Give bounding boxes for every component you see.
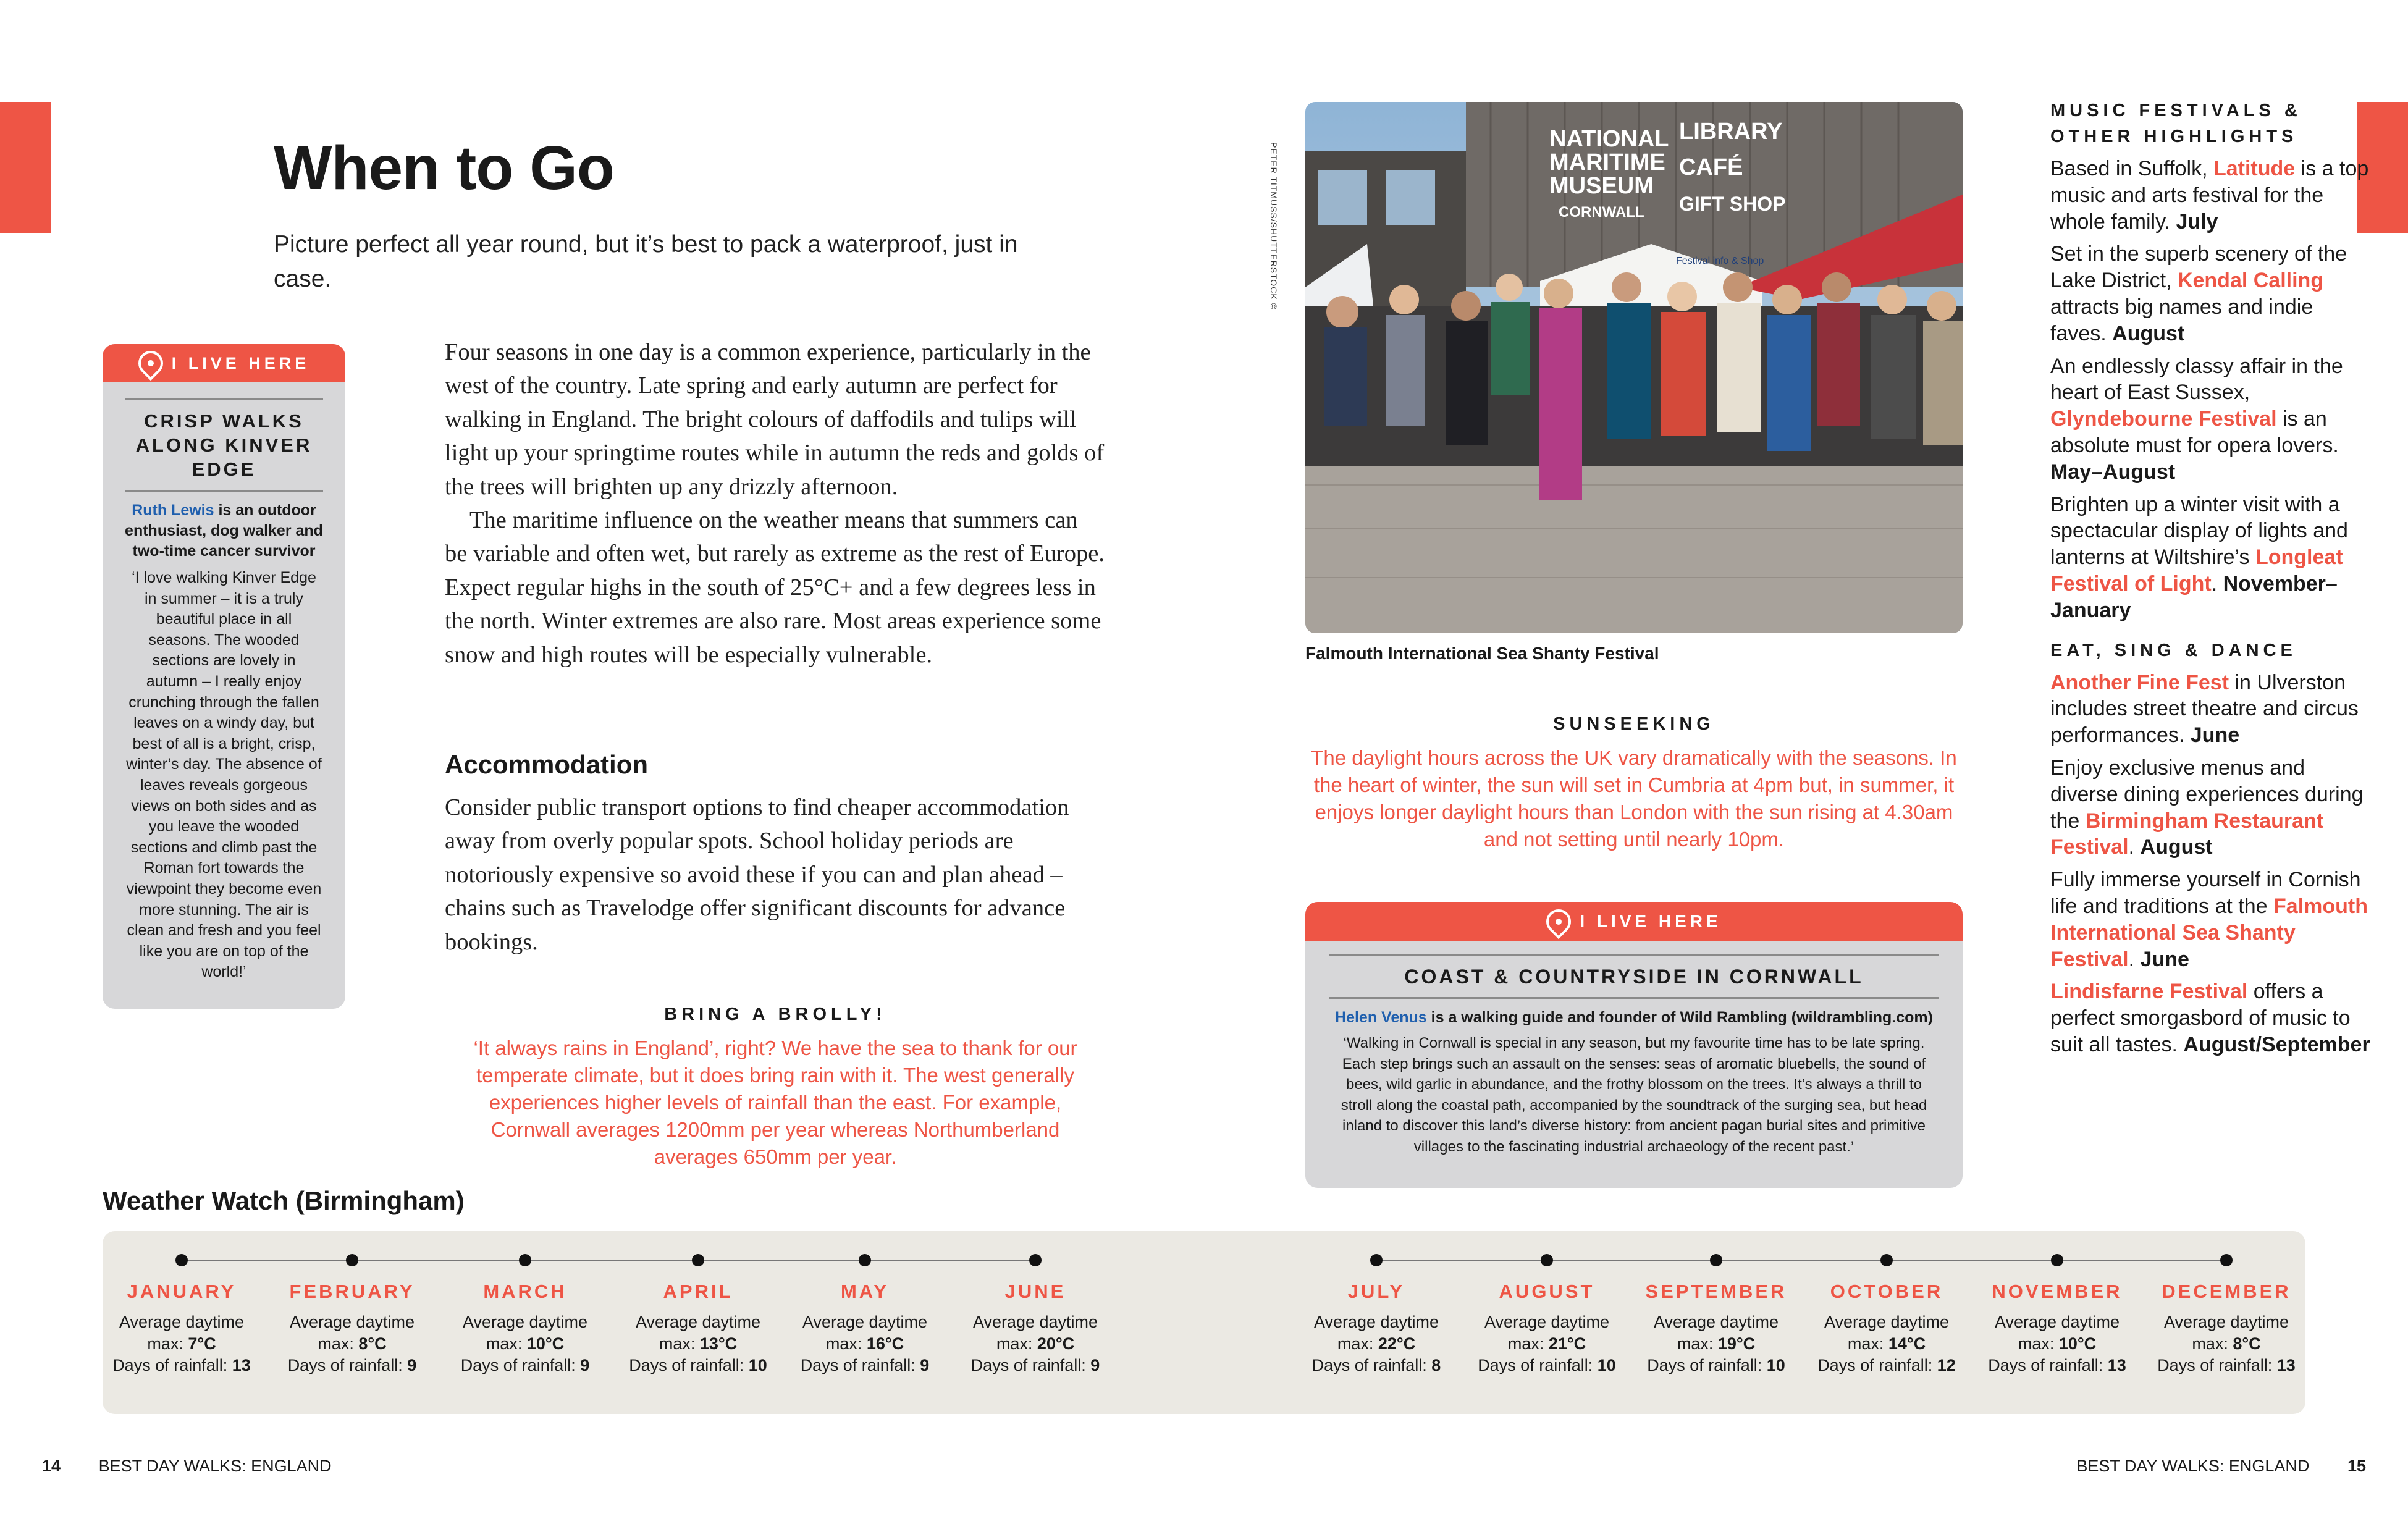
live-here-header <box>1305 902 1963 941</box>
max-temp: 16°C <box>866 1334 904 1353</box>
footer-title: BEST DAY WALKS: ENGLAND <box>98 1457 332 1475</box>
month-stats: Average daytime max: 21°C Days of rainfall: 10 <box>1478 1313 1616 1374</box>
rain-days: 12 <box>1937 1356 1956 1374</box>
accommodation-heading: Accommodation <box>445 750 649 779</box>
weather-month <box>1636 1281 1796 1376</box>
month-name: OCTOBER <box>1830 1281 1943 1302</box>
month-name: APRIL <box>663 1281 733 1302</box>
month-name: MARCH <box>483 1281 567 1302</box>
weather-month <box>1296 1281 1457 1376</box>
rain-days: 9 <box>407 1356 417 1374</box>
festival-when: July <box>2176 209 2218 234</box>
sign-text: GIFT SHOP <box>1679 193 1786 215</box>
photo-caption: Falmouth International Sea Shanty Festival <box>1305 644 1659 663</box>
sign-text: CAFÉ <box>1679 154 1743 180</box>
weather-month <box>785 1281 945 1376</box>
month-name: AUGUST <box>1499 1281 1595 1302</box>
max-temp: 8°C <box>2233 1334 2261 1353</box>
month-stats: Average daytime max: 19°C Days of rainfall: 10 <box>1647 1313 1785 1374</box>
festival-when: November–January <box>2050 571 2338 622</box>
month-stats: Average daytime max: 7°C Days of rainfall: 13 <box>112 1313 251 1374</box>
rain-days: 10 <box>748 1356 767 1374</box>
rain-days: 9 <box>580 1356 590 1374</box>
location-pin-icon <box>133 346 168 381</box>
max-temp: 8°C <box>358 1334 387 1353</box>
month-stats: Average daytime max: 10°C Days of rainfall: 13 <box>1988 1313 2126 1374</box>
callout-text: The daylight hours across the UK vary dramatically with the seasons. In the heart of winter, the sun will set in Cumbria at 4pm but, in summer, it enjoys longer daylight hours than London with the sun rising at 4.30am and not setting until nearly 10pm. <box>1311 746 1957 851</box>
sign-text: CORNWALL <box>1559 204 1644 221</box>
festival-name: Latitude <box>2213 157 2296 180</box>
month-stats: Average daytime max: 13°C Days of rainfall: 10 <box>629 1313 767 1374</box>
weather-month <box>1977 1281 2137 1376</box>
festival-when: May–August <box>2050 460 2176 484</box>
author-bio <box>125 500 323 562</box>
festival-when: June <box>2190 723 2240 747</box>
footer-left <box>42 1457 332 1476</box>
sign-text: MARITIME <box>1549 149 1665 175</box>
card-title: CRISP WALKS ALONG KINVER EDGE <box>135 410 313 480</box>
timeline-dot <box>1880 1254 1893 1266</box>
footer-title: BEST DAY WALKS: ENGLAND <box>2076 1457 2310 1475</box>
festival-name: Lindisfarne Festival <box>2050 980 2248 1004</box>
festival-when: August/September <box>2183 1032 2370 1056</box>
timeline-dot <box>2051 1254 2063 1266</box>
section-heading: MUSIC FESTIVALS & OTHER HIGHLIGHTS <box>2050 101 2302 146</box>
max-temp: 14°C <box>1888 1334 1926 1353</box>
month-stats: Average daytime max: 22°C Days of rainfall: 8 <box>1311 1313 1441 1374</box>
paragraph: The maritime influence on the weather means that summers can be variable and often wet, but rarely as extreme as the rest of Europe. Expect regular highs in the south of 25°C+ and a few degrees less in the north. Winter extremes are also rare. Most areas experience some snow and high routes will be especially vulnerable. <box>445 507 1105 668</box>
accommodation-text: Consider public transport options to find cheaper accommodation away from overly popular spots. School holiday periods are notoriously expensive so avoid these if you can and plan ahead – chains such as Travelodge offer significant discounts for advance bookings. <box>445 794 1069 955</box>
festival-photo <box>1305 102 1963 633</box>
rain-days: 13 <box>232 1356 251 1374</box>
timeline-dot <box>1541 1254 1553 1266</box>
festival-name: Kendal Calling <box>2177 269 2324 293</box>
month-name: MAY <box>840 1281 890 1302</box>
location-pin-icon <box>1541 904 1577 940</box>
divider <box>1329 997 1939 999</box>
month-name: JUNE <box>1004 1281 1066 1302</box>
photo-credit: PETER TITMUSS/SHUTTERSTOCK © <box>1269 142 1279 310</box>
sign-text: MUSEUM <box>1549 173 1654 199</box>
month-name: SEPTEMBER <box>1645 1281 1787 1302</box>
callout-heading: BRING A BROLLY! <box>664 1004 886 1024</box>
weather-month <box>2146 1281 2307 1376</box>
intro-text <box>445 335 1106 671</box>
timeline-dot <box>2220 1254 2233 1266</box>
page-number: 15 <box>2347 1457 2366 1475</box>
max-temp: 13°C <box>699 1334 738 1353</box>
timeline-dot <box>175 1254 188 1266</box>
rain-days: 9 <box>920 1356 930 1374</box>
timeline-line <box>1376 1260 2226 1261</box>
festival-name: Birmingham Restaurant Festival <box>2050 809 2324 859</box>
month-stats: Average daytime max: 8°C Days of rainfall: 9 <box>287 1313 417 1374</box>
festival-photo-illustration <box>1305 102 1963 633</box>
festivals-column <box>2050 98 2372 1058</box>
footer-right <box>2076 1457 2366 1476</box>
max-temp: 7°C <box>188 1334 216 1353</box>
max-temp: 10°C <box>526 1334 565 1353</box>
festival-when: June <box>2140 947 2189 971</box>
divider <box>125 490 323 492</box>
sign-text: NATIONAL <box>1549 126 1669 152</box>
live-here-card-cornwall <box>1305 902 1963 1188</box>
timeline-dot <box>1029 1254 1042 1266</box>
rain-days: 10 <box>1597 1356 1616 1374</box>
rain-days: 9 <box>1090 1356 1100 1374</box>
author-name: Helen Venus <box>1335 1009 1427 1026</box>
card-title: COAST & COUNTRYSIDE IN CORNWALL <box>1404 966 1864 988</box>
sign-text: LIBRARY <box>1679 119 1783 145</box>
callout-text: ‘It always rains in England’, right? We have the sea to thank for our temperate climate, but it does bring rain with it. The west generally experiences higher levels of rainfall than the east. For example, Cornwall averages 1200mm per year whereas Northumberland averages 650mm per year. <box>473 1037 1077 1168</box>
sunseeking-callout <box>1305 714 1963 853</box>
festival-item: Lindisfarne Festival offers a perfect smorgasbord of music to suit all tastes. August/September <box>2050 980 2370 1056</box>
timeline-dot <box>519 1254 531 1266</box>
weather-month <box>445 1281 605 1376</box>
weather-month <box>1467 1281 1627 1376</box>
festival-name: Glyndebourne Festival <box>2050 407 2277 431</box>
page-subtitle: Picture perfect all year round, but it’s best to pack a waterproof, just in case. <box>274 231 1018 292</box>
rain-days: 10 <box>1766 1356 1785 1374</box>
festival-when: August <box>2112 321 2185 345</box>
month-name: DECEMBER <box>2162 1281 2291 1302</box>
festival-item: Enjoy exclusive menus and diverse dining experiences during the Birmingham Restaurant Festival. August <box>2050 755 2364 859</box>
festival-when: August <box>2140 835 2213 859</box>
author-description: is an outdoor enthusiast, dog walker and two-time cancer survivor <box>125 502 323 560</box>
month-name: JULY <box>1347 1281 1405 1302</box>
weather-month <box>101 1281 262 1376</box>
festival-name: Falmouth International Sea Shanty Festival <box>2050 894 2368 971</box>
month-name: NOVEMBER <box>1992 1281 2123 1302</box>
brolly-callout <box>469 1004 1081 1171</box>
author-quote: ‘I love walking Kinver Edge in summer – it is a truly beautiful place in all seasons. The wooded sections are lovely in autumn – I really enjoy crunching through the fallen leaves on a windy day, but best of all is a bright, crisp, winter’s day. The absence of leaves reveals gorgeous views on both sides and as you leave the wooded sections and climb past the Roman fort towards the viewpoint they become even more stunning. The air is clean and fresh and you feel like you are on top of the world!’ <box>126 569 322 981</box>
weather-month <box>955 1281 1116 1376</box>
month-name: FEBRUARY <box>289 1281 415 1302</box>
author-bio <box>1329 1009 1939 1027</box>
weather-panel <box>103 1231 2305 1414</box>
timeline-dot <box>1370 1254 1383 1266</box>
month-stats: Average daytime max: 10°C Days of rainfall: 9 <box>460 1313 590 1374</box>
rain-days: 13 <box>2107 1356 2126 1374</box>
month-name: JANUARY <box>127 1281 237 1302</box>
festival-item: Brighten up a winter visit with a spectacular display of lights and lanterns at Wiltshire’s Longleat Festival of Light. November–January <box>2050 492 2348 622</box>
live-here-card-kinver <box>103 344 345 1009</box>
page-title: When to Go <box>274 133 614 203</box>
callout-heading: SUNSEEKING <box>1553 714 1715 734</box>
max-temp: 20°C <box>1037 1334 1075 1353</box>
max-temp: 19°C <box>1717 1334 1756 1353</box>
paragraph: Four seasons in one day is a common experience, particularly in the west of the country. Late spring and early autumn are perfect for walking in England. The bright colours of daffodils and tulips will light up your springtime routes while in autumn the reds and golds of the trees will brighten up any drizzly afternoon. <box>445 339 1105 500</box>
timeline-dot <box>692 1254 704 1266</box>
weather-month <box>1806 1281 1967 1376</box>
festival-name: Another Fine Fest <box>2050 670 2229 694</box>
festival-item: Fully immerse yourself in Cornish life and traditions at the Falmouth International Sea Shanty Festival. June <box>2050 868 2368 971</box>
max-temp: 22°C <box>1378 1334 1416 1353</box>
weather-title: Weather Watch (Birmingham) <box>103 1186 465 1215</box>
rain-days: 8 <box>1431 1356 1441 1374</box>
month-stats: Average daytime max: 8°C Days of rainfall: 13 <box>2157 1313 2296 1374</box>
max-temp: 10°C <box>2058 1334 2097 1353</box>
author-description: is a walking guide and founder of Wild Rambling (wildrambling.com) <box>1426 1009 1933 1026</box>
festival-name: Longleat Festival of Light <box>2050 545 2343 596</box>
live-here-label: I LIVE HERE <box>1580 912 1722 931</box>
timeline-dot <box>859 1254 871 1266</box>
rain-days: 13 <box>2276 1356 2296 1374</box>
timeline-dot <box>1710 1254 1722 1266</box>
weather-month <box>618 1281 778 1376</box>
festival-item: Set in the superb scenery of the Lake District, Kendal Calling attracts big names and indie faves. August <box>2050 242 2347 345</box>
festival-item: Based in Suffolk, Latitude is a top music and arts festival for the whole family. July <box>2050 157 2369 234</box>
page-tab-left <box>0 102 51 233</box>
month-stats: Average daytime max: 14°C Days of rainfall: 12 <box>1817 1313 1956 1374</box>
live-here-header <box>103 344 345 382</box>
author-name: Ruth Lewis <box>132 502 214 519</box>
page-number: 14 <box>42 1457 61 1475</box>
tent-sign: Festival info & Shop <box>1676 256 1764 266</box>
weather-month <box>272 1281 432 1376</box>
festival-item: An endlessly classy affair in the heart of East Sussex, Glyndebourne Festival is an absolute must for opera lovers. May–August <box>2050 354 2343 484</box>
max-temp: 21°C <box>1548 1334 1586 1353</box>
month-stats: Average daytime max: 16°C Days of rainfall: 9 <box>800 1313 930 1374</box>
live-here-label: I LIVE HERE <box>171 353 310 372</box>
timeline-dot <box>346 1254 358 1266</box>
section-heading: EAT, SING & DANCE <box>2050 640 2297 660</box>
timeline-line <box>182 1260 1035 1261</box>
author-quote: ‘Walking in Cornwall is special in any season, but my favourite time has to be late spring. Each step brings such an assault on the senses: seas of aromatic bluebells, the sound of bees, wild garlic in abundance, and the frothy blossom on the trees. It’s always a thrill to stroll along the coastal path, accompanied by the soundtrack of the surging sea, but head inland to discover this land’s diverse history: from ancient pagan burial sites and primitive villages to the fascinating industrial archaeology of the recent past.’ <box>1341 1035 1927 1155</box>
festival-item: Another Fine Fest in Ulverston includes street theatre and circus performances. June <box>2050 670 2359 747</box>
month-stats: Average daytime max: 20°C Days of rainfall: 9 <box>970 1313 1100 1374</box>
